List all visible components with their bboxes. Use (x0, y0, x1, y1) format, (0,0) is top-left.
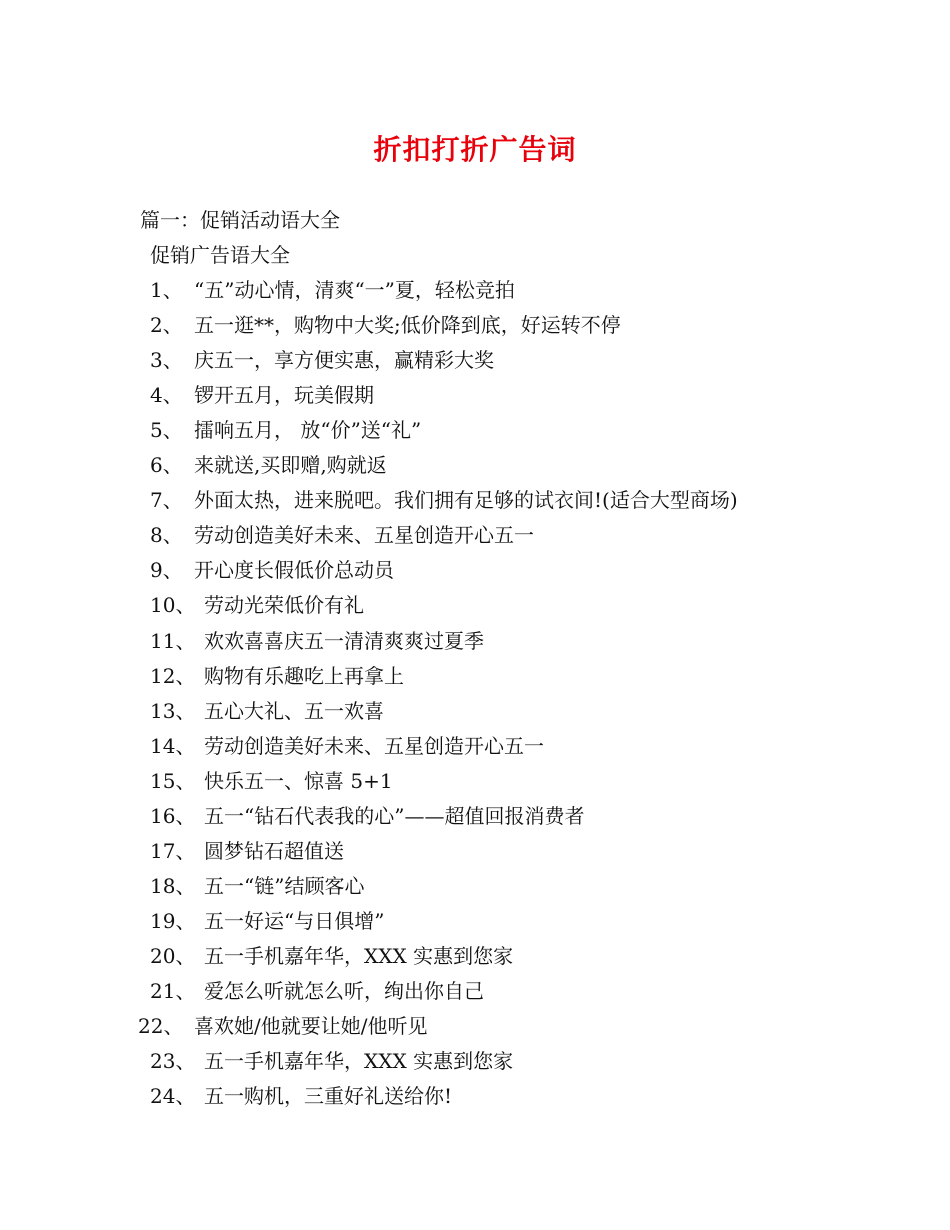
list-item-number: 23、 (150, 1049, 196, 1073)
list-item-number: 13、 (150, 699, 196, 723)
list-item-text: 五一“链”结顾客心 (204, 874, 365, 898)
subsection-heading: 促销广告语大全 (150, 243, 290, 267)
list-item-number: 7、 (150, 488, 183, 512)
list-item-text: 五一购机，三重好礼送给你! (204, 1084, 453, 1108)
list-item-text: 五心大礼、五一欢喜 (204, 699, 384, 723)
list-item-text: 五一逛**，购物中大奖;低价降到底，好运转不停 (194, 313, 621, 337)
list-item-text: 五一手机嘉年华，XXX 实惠到您家 (204, 944, 514, 968)
list-item-text: 购物有乐趣吃上再拿上 (204, 664, 404, 688)
list-item-text: 喜欢她/他就要让她/他听见 (194, 1014, 428, 1038)
list-item-number: 2、 (150, 313, 183, 337)
list-item-text: 快乐五一、惊喜 5+1 (204, 769, 393, 793)
section-heading: 篇一：促销活动语大全 (140, 208, 340, 232)
list-item-number: 4、 (150, 383, 183, 407)
list-item-number: 10、 (150, 593, 196, 617)
list-item-text: 五一好运“与日俱增” (204, 909, 385, 933)
list-item-number: 9、 (150, 558, 183, 582)
list-item-number: 3、 (150, 348, 183, 372)
list-item-number: 21、 (150, 979, 196, 1003)
list-item-text: 五一手机嘉年华，XXX 实惠到您家 (204, 1049, 514, 1073)
list-item-number: 14、 (150, 734, 196, 758)
list-item-number: 12、 (150, 664, 196, 688)
list-item-number: 11、 (150, 629, 196, 653)
list-item-text: 庆五一，享方便实惠，赢精彩大奖 (194, 348, 494, 372)
list-item-text: 劳动创造美好未来、五星创造开心五一 (204, 734, 544, 758)
list-item-number: 18、 (150, 874, 196, 898)
list-item-text: “五”动心情，清爽“一”夏，轻松竞拍 (194, 278, 515, 302)
list-item-text: 开心度长假低价总动员 (194, 558, 394, 582)
list-item-text: 锣开五月，玩美假期 (194, 383, 374, 407)
list-item-number: 5、 (150, 418, 183, 442)
list-item-number: 17、 (150, 839, 196, 863)
list-item-number: 8、 (150, 523, 183, 547)
list-item-number: 6、 (150, 453, 183, 477)
list-item-text: 欢欢喜喜庆五一清清爽爽过夏季 (204, 629, 484, 653)
list-item-text: 来就送,买即赠,购就返 (194, 453, 387, 477)
list-item-text: 劳动光荣低价有礼 (204, 593, 364, 617)
list-item-text: 外面太热，进来脱吧。我们拥有足够的试衣间!(适合大型商场) (194, 488, 738, 512)
list-item-number: 24、 (150, 1084, 196, 1108)
list-item-number: 19、 (150, 909, 196, 933)
list-item-number: 15、 (150, 769, 196, 793)
list-item-text: 劳动创造美好未来、五星创造开心五一 (194, 523, 534, 547)
list-item-text: 擂响五月， 放“价”送“礼” (194, 418, 422, 442)
document-title: 折扣打折广告词 (373, 133, 577, 166)
list-item-number: 16、 (150, 804, 196, 828)
list-item-number: 22、 (138, 1014, 184, 1038)
list-item-text: 爱怎么听就怎么听，绚出你自己 (204, 979, 484, 1003)
list-item-text: 圆梦钻石超值送 (204, 839, 344, 863)
list-item-number: 20、 (150, 944, 196, 968)
list-item-text: 五一“钻石代表我的心”——超值回报消费者 (204, 804, 585, 828)
list-item-number: 1、 (150, 278, 183, 302)
